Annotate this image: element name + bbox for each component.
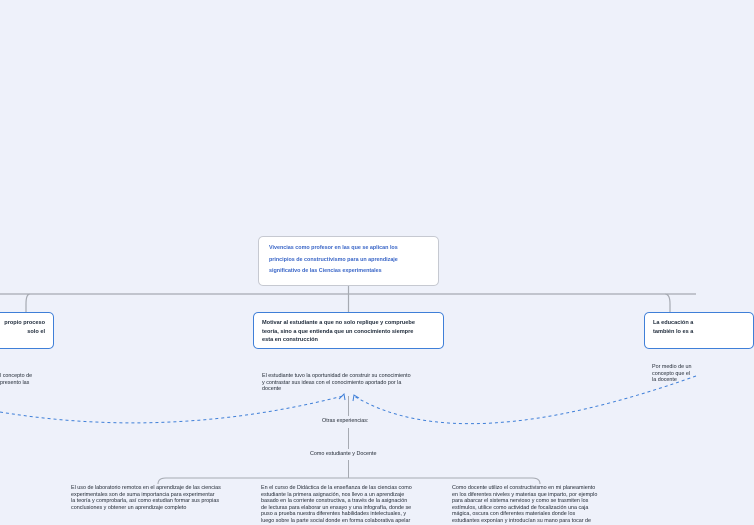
branch-right-topic[interactable]: [644, 312, 754, 349]
experience-item-remote-labs[interactable]: El uso de laboratorio remotos en el aprendizaje de las ciencias experimentales son de suma importancia para experimentar la teoría y comprobarla, así como estudian formar sus propias conclusiones y obtener un aprendizaje completo: [71, 485, 221, 511]
branch-left-topic[interactable]: [0, 312, 54, 349]
experiences-label[interactable]: Otras experiencias:: [322, 418, 369, 424]
branch-right-label: La educación a también lo es a: [653, 320, 694, 335]
branch-left-label: propio proceso solo el: [4, 320, 45, 335]
experience-item-teacher-planning[interactable]: Como docente utilizo el constructivismo en mi planeamiento en los diferentes niveles y materias que imparto, por ejemplo para abarcar el sistema nervioso y como se trasmiten los estímulos, utilice como actividad de focalización una caja mágica, oscura con diferentes materiales donde los estudiantes exponían y introducían su mano para tocar de: [452, 485, 598, 524]
branch-right-note[interactable]: Por medio de un concepto que el la docente: [652, 364, 692, 384]
connector-experiences-bar: [158, 478, 540, 484]
experience-item-didactics-course[interactable]: En el curso de Didáctica de la enseñanza de las ciencias como estudiante la primera asignación, nos llevo a un aprendizaje basado en la corriente constructiva, a través de la asignación de lecturas para elaborar un ensayo y una infografía, donde se puso a prueba nuestra diferentes habilidades intelectuales, y luego sobre la parte social donde en forma colaborativa apelar: [261, 485, 412, 524]
connector-right-branch: [665, 294, 670, 312]
dashed-link-left: [0, 396, 343, 423]
branch-center-topic[interactable]: [253, 312, 444, 349]
root-topic-label: Vivencias como profesor en las que se aplican los principios de constructivismo para un aprendizaje significativo de las Ciencias experimentales: [269, 245, 398, 275]
root-topic[interactable]: [258, 236, 439, 286]
branch-center-note[interactable]: El estudiante tuvo la oportunidad de construir su conocimiento y contrastar sus ideas con el conocimiento aportado por la docente: [262, 373, 411, 393]
connector-left-branch: [26, 294, 30, 312]
branch-center-label: Motivar al estudiante a que no solo replique y compruebe teoría, sino a que entienda que un conocimiento siempre esta en construcción: [262, 320, 415, 343]
branch-left-note: l concepto de presento las: [0, 373, 33, 386]
experiences-sublabel[interactable]: Como estudiante y Docente: [310, 451, 377, 457]
dashed-link-right-arrow: [353, 395, 359, 401]
